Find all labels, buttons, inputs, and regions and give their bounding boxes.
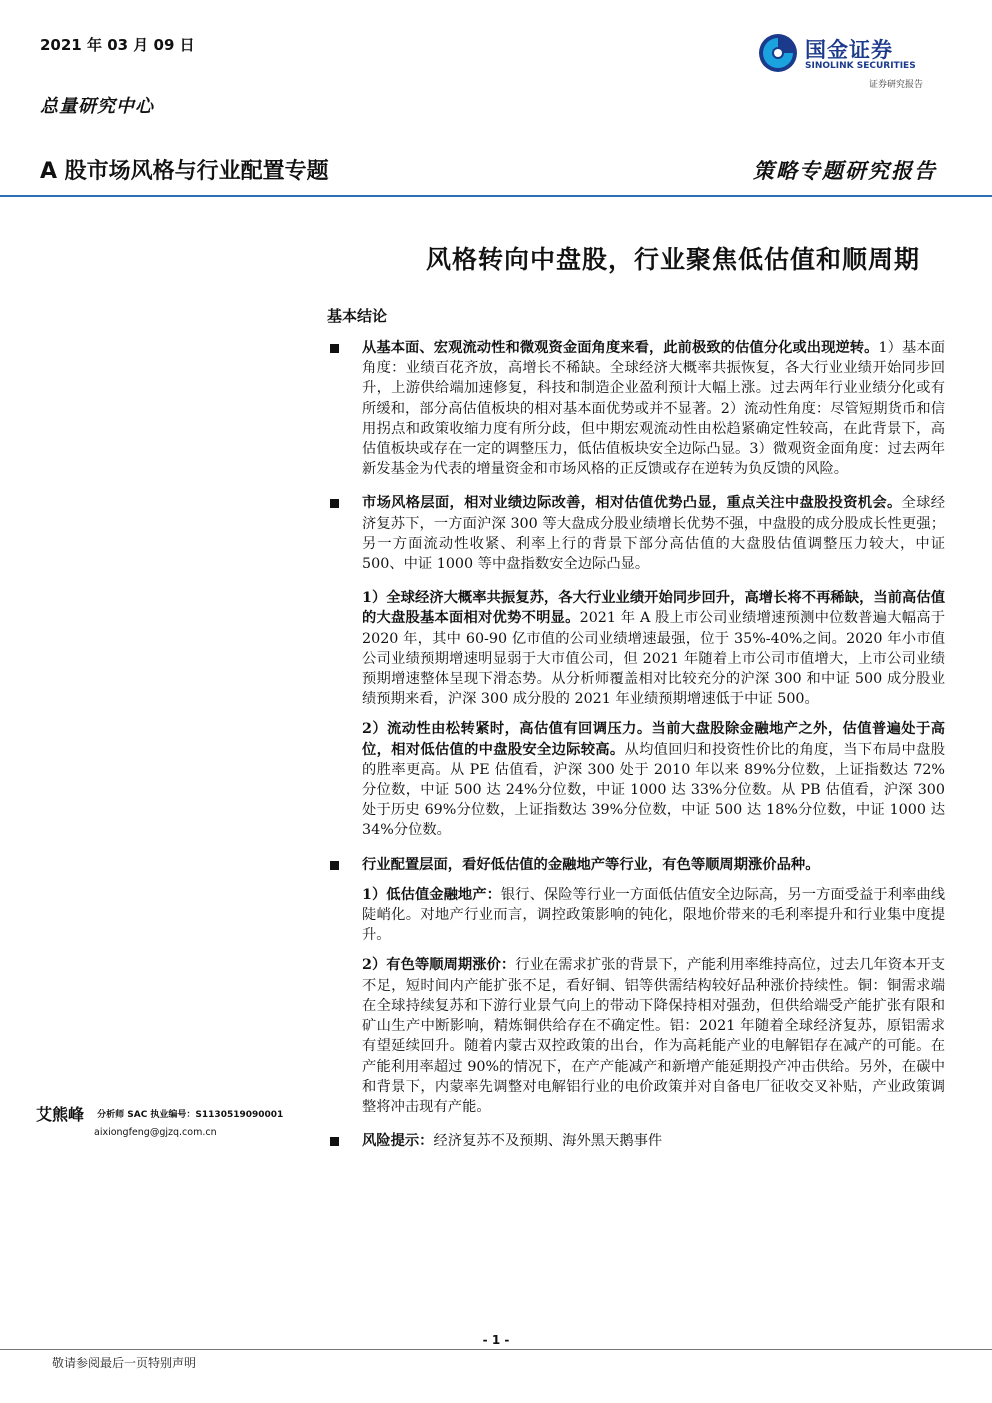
header-divider [0, 195, 992, 197]
bullet-square-icon [330, 861, 339, 870]
author-block [36, 1102, 316, 1138]
bullet-text: 经济复苏不及预期、海外黑天鹅事件 [433, 1133, 663, 1150]
sub-bold: 1）低估值金融地产： [362, 886, 501, 903]
logo-tagline: 证券研究报告 [869, 80, 924, 90]
department-name: 总量研究中心 [40, 96, 154, 117]
sub-text: 2021 年 A 股上市公司业绩增速预测中位数普遍大幅高于 2020 年，其中 60-90 亿市值的公司业绩增速最强，位于 35%-40%之间。2020 年小市值公司业绩预期增速明显弱于大市值公司，但 2021 年随着上市公司市值增大，上市公司业绩预期增速整体呈现下滑态势。从分析师覆盖相对比较充分的沪深 300 和中证 500 成分股业绩预期来看，沪深 300 成分股的 2021 年业绩预期增速低于中证 500。 [362, 610, 946, 708]
company-logo [757, 30, 947, 90]
bullet-text: 全球经济复苏下，一方面沪深 300 等大盘成分股业绩增长优势不强，中盘股的成分股成长性更强；另一方面流动性收紧、利率上行的背景下部分高估值的大盘股估值调整压力较大，中证 500、中证 1000 等中盘指数安全边际凸显。 [362, 495, 946, 573]
author-email[interactable]: aixiongfeng@gjzq.com.cn [94, 1127, 217, 1138]
main-title: 风格转向中盘股，行业聚焦低估值和顺周期 [425, 245, 920, 274]
bullet-square-icon [330, 344, 339, 353]
bullet-bold: 风险提示： [362, 1133, 434, 1150]
conclusions-body [330, 338, 945, 1151]
bullet-item [330, 338, 945, 479]
author-name: 艾熊峰 [36, 1105, 85, 1124]
bullet-item [330, 493, 945, 574]
sub-paragraph [330, 588, 945, 709]
bullet-bold: 市场风格层面，相对业绩边际改善，相对估值优势凸显，重点关注中盘股投资机会。 [362, 495, 902, 512]
sub-bold: 2）流动性由松转紧时，高估值有回调压力。当前大盘股除金融地产之外，估值普遍处于高位，相对低估值的中盘股安全边际较高。 [362, 721, 945, 758]
footer-divider [0, 1349, 992, 1350]
sub-text: 行业在需求扩张的背景下，产能利用率维持高位，过去几年资本开支不足，短时间内产能扩张不足，看好铜、铝等供需结构较好品种涨价持续性。铜：铜需求端在全球持续复苏和下游行业景气向上的带动下降保持相对强劲，但供给端受产能扩张有限和矿山生产中断影响，精炼铜供给存在不确定性。铝：2021 年随着全球经济复苏，原铝需求有望延续回升。随着内蒙古双控政策的出台，作为高耗能产业的电解铝存在减产的可能。在产能利用率超过 90%的情况下，在产产能减产和新增产能延期投产冲击供给。另外，在碳中和背景下，内蒙率先调整对电解铝行业的电价政策并对自备电厂征收交叉补贴，产业政策调整将冲击现有产能。 [362, 957, 946, 1115]
sub-text: 银行、保险等行业一方面低估值安全边际高，另一方面受益于利率曲线陡峭化。对地产行业而言，调控政策影响的钝化，限地价带来的毛利率提升和行业集中度提升。 [362, 886, 946, 944]
bullet-bold: 从基本面、宏观流动性和微观资金面角度来看，此前极致的估值分化或出现逆转。 [362, 340, 879, 356]
report-type: 策略专题研究报告 [753, 159, 937, 183]
sub-bold: 1）全球经济大概率共振复苏，各大行业业绩开始同步回升，高增长将不再稀缺，当前高估值的大盘股基本面相对优势不明显。 [362, 590, 945, 627]
sub-paragraph [330, 885, 945, 946]
logo-name-cn: 国金证券 [805, 38, 893, 62]
section-heading: 基本结论 [327, 307, 388, 325]
logo-mark-icon [757, 32, 799, 74]
logo-name-en: SINOLINK SECURITIES [805, 61, 916, 71]
sub-bold: 2）有色等顺周期涨价： [362, 957, 516, 974]
sub-paragraph [330, 719, 945, 840]
bullet-bold: 行业配置层面，看好低估值的金融地产等行业，有色等顺周期涨价品种。 [362, 856, 820, 873]
report-title: A 股市场风格与行业配置专题 [40, 159, 329, 184]
bullet-text: 1）基本面角度：业绩百花齐放，高增长不稀缺。全球经济大概率共振恢复，各大行业业绩开始同步回升，上游供给端加速修复，科技和制造企业盈利预计大幅上涨。过去两年行业业绩分化或有所缓和，部分高估值板块的相对基本面优势或并不显著。2）流动性角度：尽管短期货币和信用拐点和政策收缩力度有所分歧，但中期宏观流动性由松趋紧确定性较高，在此背景下，高估值板块或存在一定的调整压力，低估值板块安全边际凸显。3）微观资金面角度：过去两年新发基金为代表的增量资金和市场风格的正反馈或存在逆转为负反馈的风险。 [362, 340, 945, 478]
bullet-square-icon [330, 499, 339, 508]
sub-paragraph [330, 955, 945, 1117]
sub-text: 从均值回归和投资性价比的角度，当下布局中盘股的胜率更高。从 PE 估值看，沪深 300 处于 2010 年以来 89%分位数，上证指数达 72%分位数，中证 500 达 24%分位数，中证 1000 达 33%分位数。从 PB 估值看，沪深 300 处于历史 69%分位数，上证指数达 39%分位数，中证 500 达 18%分位数，中证 1000 达 34%分位数。 [362, 741, 946, 839]
bullet-item [330, 855, 945, 875]
bullet-square-icon [330, 1137, 339, 1146]
report-date: 2021 年 03 月 09 日 [40, 36, 195, 54]
author-role: 分析师 SAC 执业编号：S1130519090001 [97, 1110, 284, 1120]
bullet-item [330, 1131, 945, 1151]
page-number: - 1 - [482, 1333, 510, 1347]
footer-disclaimer: 敬请参阅最后一页特别声明 [52, 1356, 197, 1370]
